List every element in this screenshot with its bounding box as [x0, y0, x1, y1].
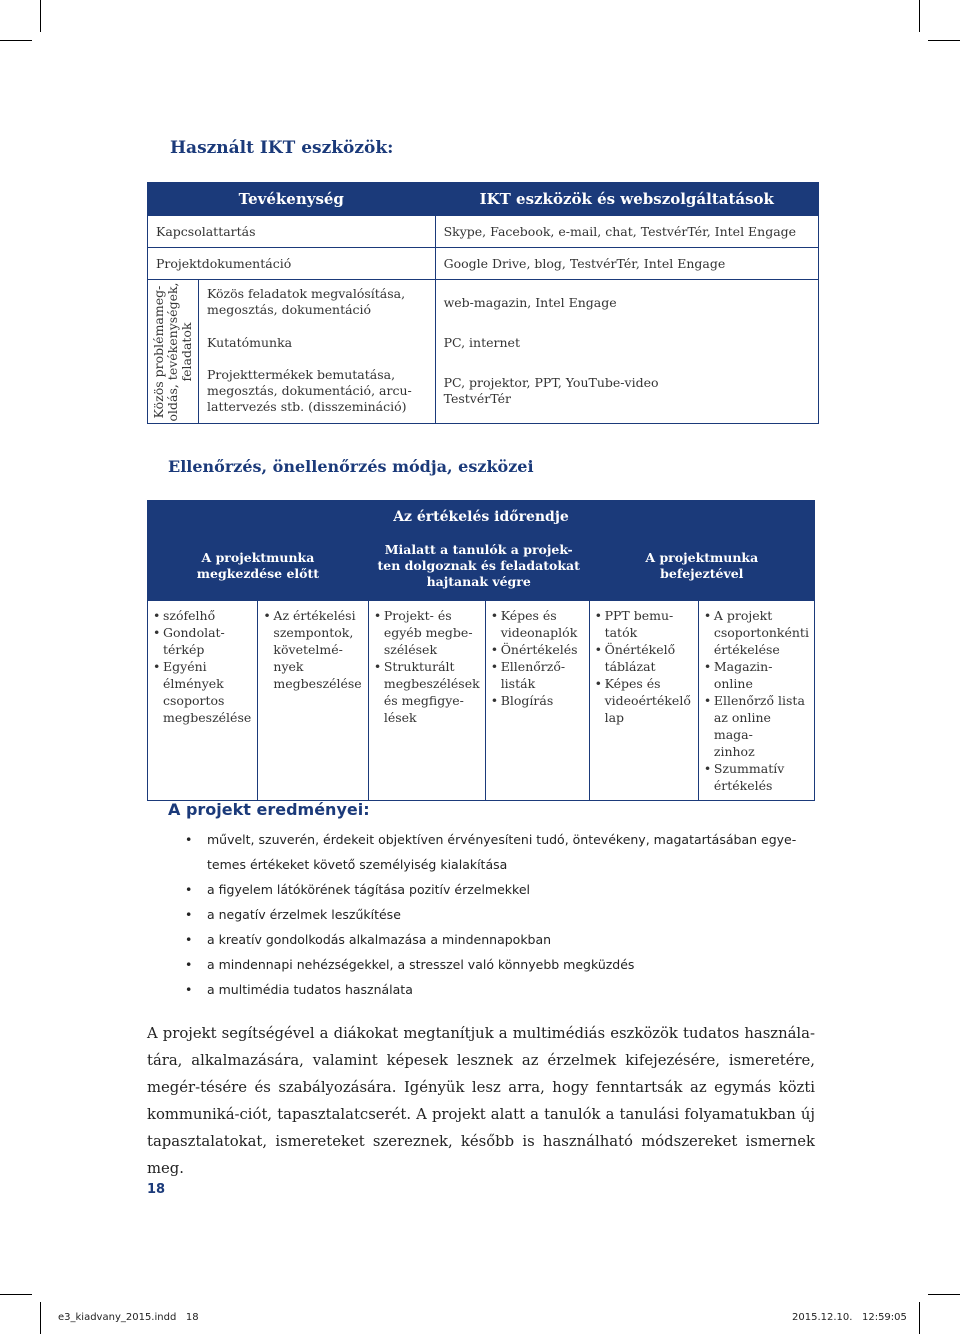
- text-line: A projektmunka: [645, 550, 759, 566]
- text-line: és megfigye-: [383, 693, 464, 708]
- text-line: csoportos: [163, 693, 225, 708]
- text-line: megkezdése előtt: [196, 566, 320, 582]
- activity-cell: Projektdokumentáció: [148, 248, 436, 280]
- list-item: [185, 902, 825, 927]
- list-item: [153, 658, 252, 726]
- list-item: [491, 692, 584, 709]
- results-title: A projekt eredményei:: [168, 800, 370, 819]
- footer-filename: e3_kiadvany_2015.indd 18: [58, 1312, 199, 1323]
- text-line: • A projekt: [713, 608, 773, 623]
- results-list: [185, 827, 825, 1002]
- list-item: [595, 641, 693, 675]
- crop-mark: [0, 40, 32, 41]
- list-item: [704, 607, 809, 658]
- crop-mark: [919, 1302, 920, 1334]
- section-subtitle: Ellenőrzés, önellenőrzés módja, eszközei: [168, 457, 534, 476]
- text-line: táblázat: [604, 659, 656, 674]
- ikt-tools-table: [147, 182, 819, 424]
- activity-cell: [199, 280, 436, 325]
- text-line: Közös feladatok megvalósítása,: [207, 286, 406, 302]
- list-item: [185, 927, 825, 952]
- text-line: videoértékelő: [604, 693, 691, 708]
- text-line: megbeszélések: [383, 676, 480, 691]
- list-item: [491, 658, 584, 692]
- text-line: hajtanak végre: [426, 574, 531, 590]
- table-row: [148, 248, 819, 280]
- list-item: [263, 607, 362, 692]
- text-line: • Képes és: [500, 608, 557, 623]
- text-line: listák: [500, 676, 536, 691]
- tools-cell: [435, 360, 818, 424]
- text-line: • a negatív érzelmek leszűkítése: [207, 907, 401, 922]
- group-label-line: oldás, tevékenységek,: [165, 281, 180, 422]
- text-line: temes értékeket követő személyiség kialakítása: [207, 857, 508, 872]
- text-line: TestvérTér: [443, 391, 511, 407]
- body-paragraph: A projekt segítségével a diákokat megtanítjuk a multimédiás eszközök tudatos használa-tára, alkalmazására, valamint képesek lesznek az érzelmek kifejezésére, ismeretére, megér-tésére és szabályozására. Igényük lesz arra, hogy fenntartsák az egymás közti kommuniká-ciót, tapasztalatcserét. A projekt alatt a tanulók a tanulási folyamatukban új tapasztalatokat, ismereteket szereznek, később is használható módszereket ismernek meg.: [147, 1025, 815, 1177]
- text-line: értékelés: [713, 778, 773, 793]
- tools-cell: web-magazin, Intel Engage: [435, 280, 818, 325]
- evaluation-table: [147, 500, 815, 801]
- text-line: • Gondolat-: [163, 625, 225, 640]
- list-item: [374, 658, 480, 726]
- table-row: [148, 216, 819, 248]
- evaluation-column: [485, 601, 589, 801]
- evaluation-main-header: Az értékelés időrendje: [148, 501, 815, 533]
- text-line: szélések: [383, 642, 438, 657]
- crop-mark: [0, 1294, 32, 1295]
- list-item: [491, 641, 584, 658]
- list-item: [153, 607, 252, 624]
- text-line: • Képes és: [604, 676, 661, 691]
- list-item: [185, 977, 825, 1002]
- evaluation-column: [698, 601, 814, 801]
- group-label-line: Közös problémameg-: [151, 285, 166, 418]
- text-line: Mialatt a tanulók a projek-: [384, 542, 573, 558]
- text-line: térkép: [163, 642, 205, 657]
- text-line: • Magazin-online: [713, 659, 773, 691]
- text-line: zinhoz: [713, 744, 755, 759]
- list-item: [704, 692, 809, 760]
- evaluation-column: [589, 601, 698, 801]
- text-line: videonaplók: [500, 625, 578, 640]
- table-header-tools: IKT eszközök és webszolgáltatások: [435, 183, 818, 216]
- activity-cell: Kutatómunka: [199, 325, 436, 360]
- text-line: élmények: [163, 676, 224, 691]
- text-line: • művelt, szuverén, érdekeit objektíven érvényesíteni tudó, öntevékeny, magatartásában egye-: [207, 832, 797, 847]
- evaluation-column: [258, 601, 368, 801]
- text-line: • Önértékelés: [500, 642, 578, 657]
- text-line: • a kreatív gondolkodás alkalmazása a mindennapokban: [207, 932, 552, 947]
- text-line: egyéb megbe-: [383, 625, 473, 640]
- text-line: lattervezés stb. (disszemináció): [207, 399, 407, 415]
- text-line: csoportonkénti: [713, 625, 809, 640]
- list-item: [595, 675, 693, 726]
- tools-cell: Skype, Facebook, e-mail, chat, TestvérTér, Intel Engage: [435, 216, 818, 248]
- text-line: az online maga-: [713, 710, 771, 742]
- list-item: [153, 624, 252, 658]
- text-line: Projekttermékek bemutatása,: [207, 367, 396, 383]
- evaluation-column: [148, 601, 258, 801]
- group-label: [152, 282, 194, 421]
- evaluation-column: [368, 601, 485, 801]
- phase-header-after: [589, 533, 814, 601]
- table-row: [148, 360, 819, 424]
- crop-mark: [928, 1294, 960, 1295]
- tools-cell: PC, internet: [435, 325, 818, 360]
- table-row: [148, 325, 819, 360]
- text-line: megbeszélése: [273, 676, 362, 691]
- phase-header-before: [148, 533, 369, 601]
- activity-cell: [199, 360, 436, 424]
- list-item: [704, 658, 809, 692]
- footer-timestamp: 2015.12.10. 12:59:05: [792, 1312, 907, 1323]
- list-item: [185, 952, 825, 977]
- text-line: követelmé-: [273, 642, 343, 657]
- text-line: ten dolgoznak és feladatokat: [377, 558, 580, 574]
- table-header-activity: Tevékenység: [148, 183, 436, 216]
- text-line: szempontok,: [273, 625, 354, 640]
- text-line: • Ellenőrző lista: [713, 693, 805, 708]
- page-number: 18: [147, 1182, 166, 1197]
- text-line: megbeszélése: [163, 710, 252, 725]
- text-line: • Ellenőrző-: [500, 659, 566, 674]
- text-line: • a figyelem látókörének tágítása pozitív érzelmekkel: [207, 882, 530, 897]
- text-line: • Önértékelő: [604, 642, 676, 657]
- text-line: • Szummatív: [713, 761, 785, 776]
- text-line: • Blogírás: [500, 693, 554, 708]
- section-title: Használt IKT eszközök:: [170, 138, 394, 158]
- text-line: • szófelhő: [163, 608, 216, 623]
- text-line: lap: [604, 710, 625, 725]
- activity-cell: Kapcsolattartás: [148, 216, 436, 248]
- text-line: • a multimédia tudatos használata: [207, 982, 413, 997]
- crop-mark: [40, 1302, 41, 1334]
- text-line: • Strukturált: [383, 659, 455, 674]
- phase-header-during: [368, 533, 589, 601]
- list-item: [374, 607, 480, 658]
- text-line: megosztás, dokumentáció: [207, 302, 372, 318]
- text-line: értékelése: [713, 642, 780, 657]
- text-line: tatók: [604, 625, 638, 640]
- text-line: A projektmunka: [201, 550, 315, 566]
- list-item: [491, 607, 584, 641]
- list-item: [185, 827, 825, 877]
- tools-cell: Google Drive, blog, TestvérTér, Intel Engage: [435, 248, 818, 280]
- text-line: nyek: [273, 659, 304, 674]
- group-label-cell: [148, 280, 199, 424]
- list-item: [595, 607, 693, 641]
- text-line: PC, projektor, PPT, YouTube-video: [443, 375, 659, 391]
- text-line: befejeztével: [660, 566, 744, 582]
- text-line: • Egyéni: [163, 659, 207, 674]
- table-row: [148, 280, 819, 325]
- list-item: [704, 760, 809, 794]
- list-item: [185, 877, 825, 902]
- text-line: • PPT bemu-: [604, 608, 674, 623]
- crop-mark: [40, 0, 41, 32]
- table-row: [148, 601, 815, 801]
- text-line: • Az értékelési: [273, 608, 356, 623]
- text-line: • a mindennapi nehézségekkel, a stresszel való könnyebb megküzdés: [207, 957, 635, 972]
- crop-mark: [919, 0, 920, 32]
- crop-mark: [928, 40, 960, 41]
- text-line: • Projekt- és: [383, 608, 452, 623]
- group-label-line: feladatok: [179, 321, 194, 382]
- text-line: lések: [383, 710, 417, 725]
- text-line: megosztás, dokumentáció, arcu-: [207, 383, 412, 399]
